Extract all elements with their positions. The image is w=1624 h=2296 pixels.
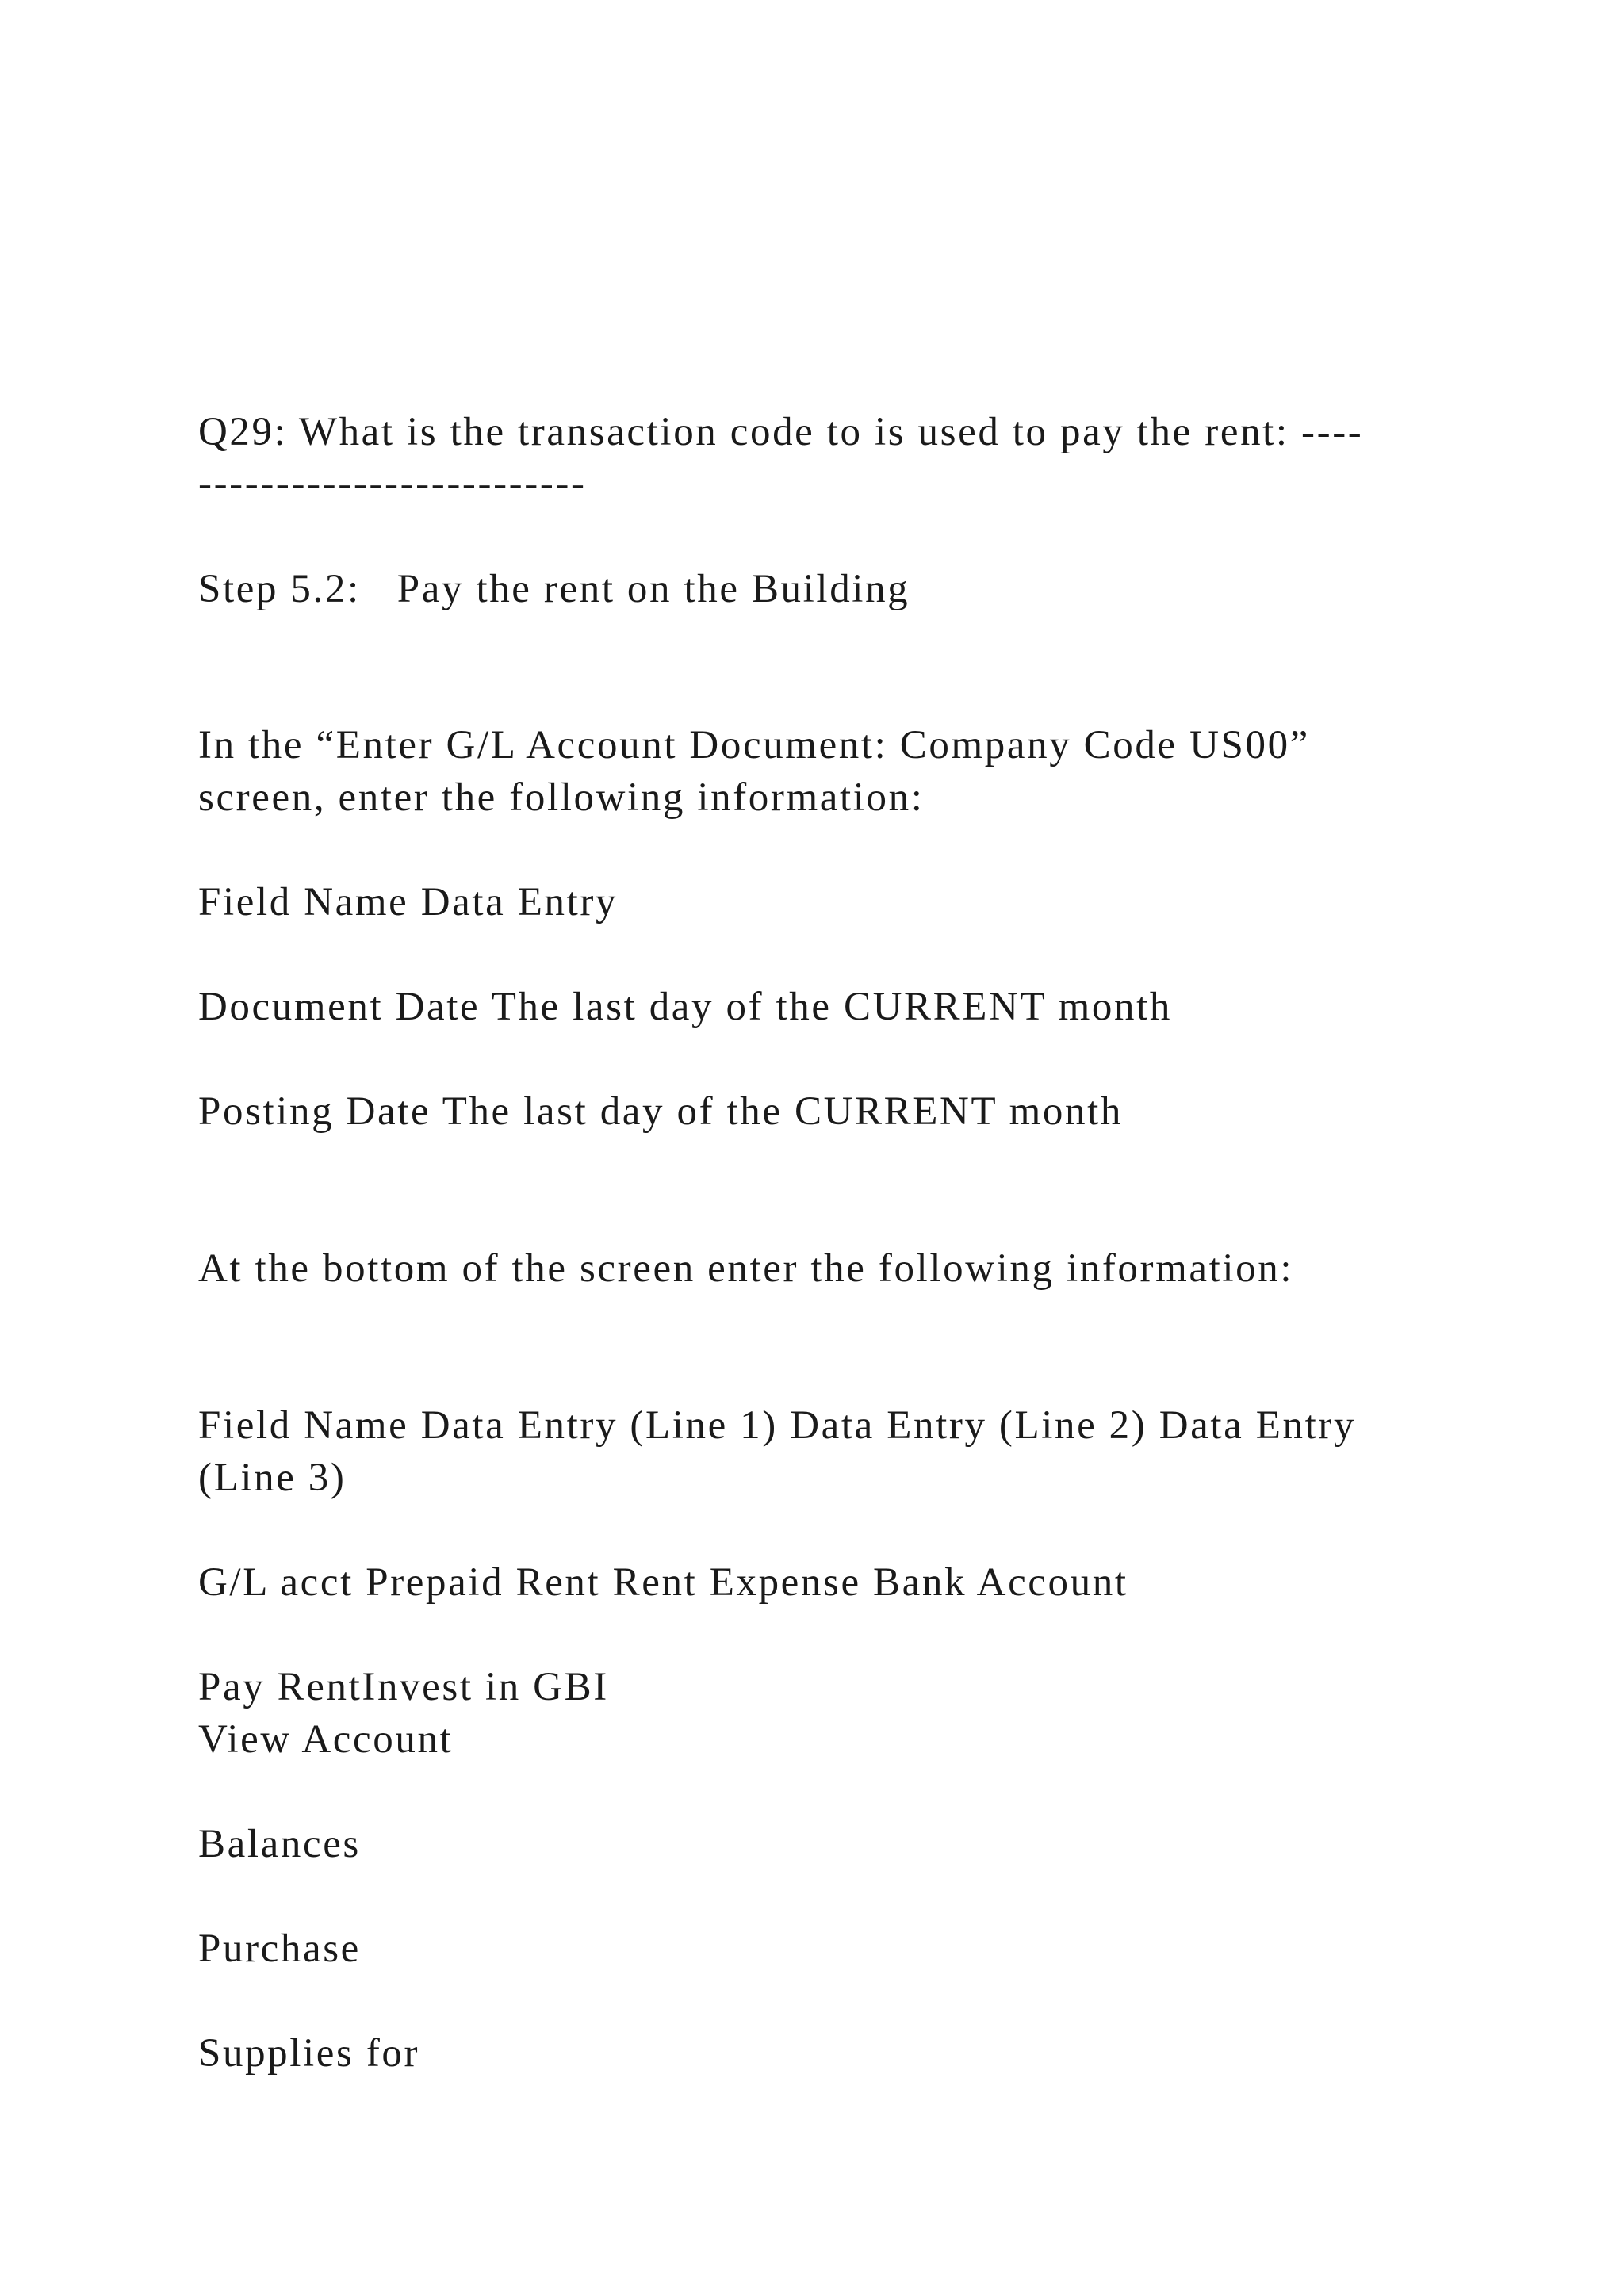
question-line-1: Q29: What is the transaction code to is used to pay the rent: ----	[198, 410, 1364, 454]
fragment-purchase: Purchase	[198, 1927, 361, 1971]
table1-row-document-date: Document Date The last day of the CURRENT month	[198, 985, 1172, 1029]
table2-header-line-2: (Line 3)	[198, 1456, 347, 1500]
instruction-line-2: screen, enter the following information:	[198, 775, 925, 820]
step-heading: Step 5.2: Pay the rent on the Building	[198, 567, 910, 611]
fragment-supplies: Supplies for	[198, 2031, 420, 2076]
question-line-2: -------------------------	[198, 461, 587, 506]
instruction-line-1: In the “Enter G/L Account Document: Company Code US00”	[198, 723, 1310, 767]
fragment-pay-rent: Pay RentInvest in GBI	[198, 1665, 609, 1709]
table2-header-line-1: Field Name Data Entry (Line 1) Data Entry (Line 2) Data Entry	[198, 1403, 1357, 1448]
table2-row-gl-acct: G/L acct Prepaid Rent Rent Expense Bank Account	[198, 1560, 1128, 1605]
bottom-instruction: At the bottom of the screen enter the following information:	[198, 1246, 1294, 1291]
fragment-balances: Balances	[198, 1822, 361, 1866]
table1-row-posting-date: Posting Date The last day of the CURRENT month	[198, 1089, 1123, 1134]
fragment-view-account: View Account	[198, 1717, 454, 1762]
table1-header: Field Name Data Entry	[198, 880, 619, 924]
